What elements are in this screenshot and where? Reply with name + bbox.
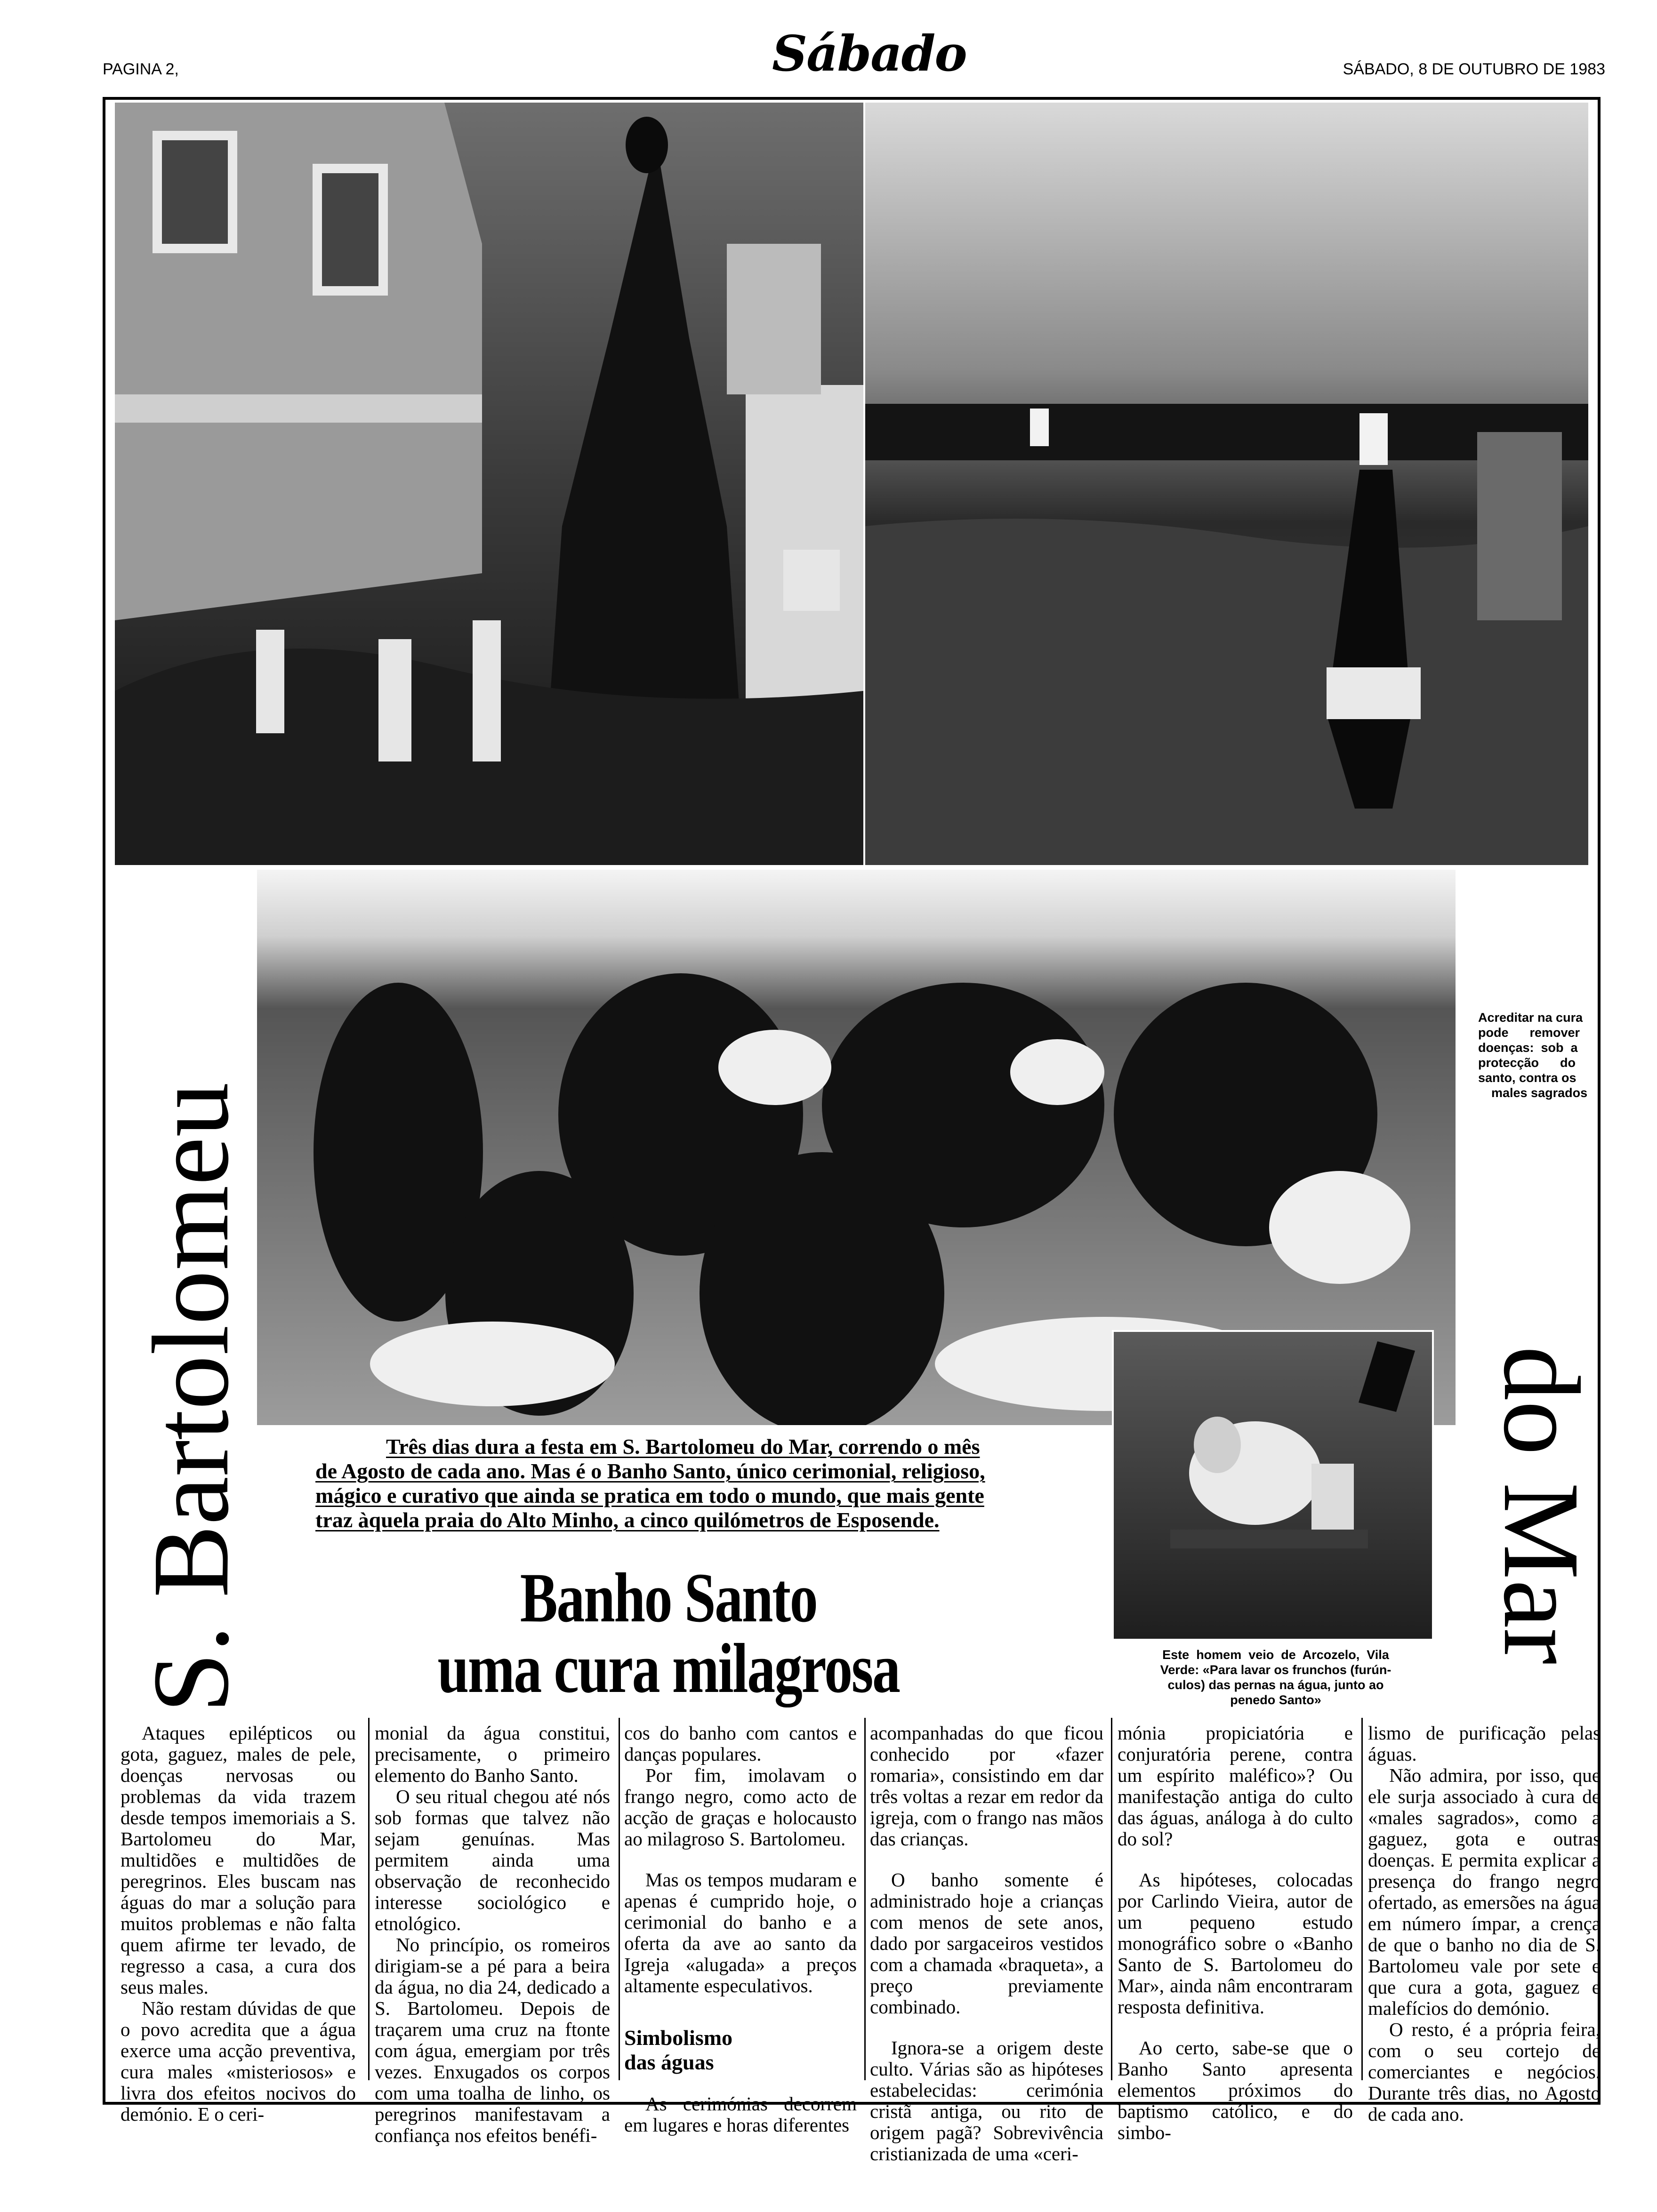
paragraph: As cerimónias decorrem em lugares e horas diferentes <box>624 2093 857 2136</box>
caption-line: penedo Santo» <box>1230 1693 1321 1707</box>
paragraph: Não restam dúvidas de que o povo acredita que a água exerce uma acção preventiva, cura males «misteriosos» e livra dos efeitos nocivos do demónio. E o ceri- <box>121 1997 356 2125</box>
lead-line-text: traz àquela praia do Alto Minho, a cinco quilómetros de Esposende. <box>315 1508 940 1532</box>
lead-line-text: Três dias dura a festa em S. Bartolomeu do Mar, correndo o mês <box>386 1435 980 1459</box>
page-label: PAGINA 2, <box>103 60 179 78</box>
paragraph: mónia propiciatória e conjuratória perene, contra um espírito maléfico»? Ou manifestação antiga do culto das águas, análoga à do culto do sol? <box>1118 1722 1353 1850</box>
lead-line <box>315 1459 1040 1483</box>
column-rule <box>864 1718 866 2080</box>
caption-line: Este homem veio de Arcozelo, Vila <box>1162 1648 1389 1662</box>
headline-line-2: uma cura milagrosa <box>437 1629 900 1707</box>
lead-paragraph <box>315 1435 1040 1532</box>
column-rule <box>619 1718 620 2080</box>
lead-line-text: de Agosto de cada ano. Mas é o Banho Santo, único cerimonial, religioso, <box>315 1459 985 1483</box>
caption-line: culos) das pernas na água, junto ao <box>1167 1678 1384 1692</box>
caption-line: pode remover <box>1478 1026 1580 1040</box>
article-column-1 <box>121 1723 356 2125</box>
caption-line: doenças: sob a <box>1478 1041 1578 1055</box>
paragraph: O resto, é a própria feira, com o seu cortejo de comerciantes e negócios. Durante três dias, no Agosto de cada ano. <box>1368 2019 1601 2125</box>
paragraph: Ao certo, sabe-se que o Banho Santo apresenta elementos próximos do baptismo católico, e do simbo- <box>1118 2037 1353 2143</box>
street-procession-image <box>115 103 863 865</box>
section-subheading: Simbolismo das águas <box>624 2026 733 2074</box>
vertical-title-right-text: do Mar <box>1481 1346 1602 1665</box>
page-date: SÁBADO, 8 DE OUTUBRO DE 1983 <box>1343 60 1605 78</box>
sea-bathers-photo <box>865 103 1588 865</box>
headline <box>292 1559 1045 1707</box>
paragraph: cos do banho com cantos e danças populares. <box>624 1722 857 1765</box>
vertical-title-left <box>130 1082 251 1713</box>
headline-line-1: Banho Santo <box>520 1559 817 1637</box>
article-column-2 <box>375 1723 610 2146</box>
paragraph: No princípio, os romeiros dirigiam-se a pé para a beira da água, no dia 24, dedicado a S. Bartolomeu. Depois de traçarem uma cruz na ftonte com água, emergiam por três vezes. Enxugados os corpos com uma toalha de linho, os peregrinos manifestavam a confiança nos efeitos benéfi- <box>375 1934 610 2146</box>
paragraph: Por fim, imolavam o frango negro, como acto de acção de graças e holocausto ao milagroso S. Bartolomeu. <box>624 1764 857 1850</box>
right-photo-caption <box>1478 1010 1596 1100</box>
man-in-water-image <box>1114 1332 1432 1639</box>
caption-line: Acreditar na cura <box>1478 1010 1583 1025</box>
paragraph: acompanhadas do que ficou conhecido por «fazer romaria», consistindo em dar três voltas a rezar em redor da igreja, com o frango nas mãos das crianças. <box>870 1722 1103 1850</box>
masthead-logo: Sábado <box>772 24 966 82</box>
caption-line: males sagrados <box>1491 1086 1588 1100</box>
paragraph: lismo de purificação pelas águas. <box>1368 1722 1601 1765</box>
paragraph: Ataques epilépticos ou gota, gaguez, males de pele, doenças nervosas ou problemas da vida trazem desde tempos imemoriais a S. Bartolomeu do Mar, multidões e multidões de peregrinos. Eles buscam nas águas do mar a solução para muitos problemas e não falta quem afirme ter levado, de regresso a casa, a cura dos seus males. <box>121 1722 356 1998</box>
street-procession-photo <box>115 103 863 865</box>
lead-line <box>315 1435 1040 1459</box>
lead-line-text: mágico e curativo que ainda se pratica em todo o mundo, que mais gente <box>315 1483 984 1507</box>
caption-line: Verde: «Para lavar os frunchos (furún- <box>1160 1663 1392 1677</box>
paragraph: O banho somente é administrado hoje a crianças com menos de sete anos, dado por sargaceiros vestidos com a chamada «braqueta», a preço previamente combinado. <box>870 1869 1103 2018</box>
lead-line <box>315 1508 1040 1532</box>
lead-line <box>315 1483 1040 1508</box>
column-rule <box>1361 1718 1363 2080</box>
article-column-5 <box>1118 1723 1353 2143</box>
vertical-title-right <box>1481 1346 1602 1665</box>
bottom-photo-caption <box>1120 1647 1431 1707</box>
caption-line: santo, contra os <box>1478 1071 1577 1085</box>
caption-line: protecção do <box>1478 1056 1576 1070</box>
paragraph: As hipóteses, colocadas por Carlindo Vieira, autor de um pequeno estudo monográfico sobre o «Banho Santo de S. Bartolomeu do Mar», ainda nâm encontraram resposta definitiva. <box>1118 1869 1353 2018</box>
paragraph: Não admira, por isso, que ele surja associado à cura de «males sagrados», como a gaguez, gota e outras doenças. E permita explicar a presença do frango negro ofertado, as emersões na água em número ímpar, a crença de que o banho no dia de S. Bartolomeu vale por sete e que cura a gota, gaguez e malefícios do demónio. <box>1368 1764 1601 2019</box>
vertical-title-left-text: S. Bartolomeu <box>130 1082 251 1713</box>
paragraph: O seu ritual chegou até nós sob formas que talvez não sejam genuínas. Mas permitem ainda uma observação de reconhecido interesse sociológico e etnológico. <box>375 1786 610 1934</box>
article-column-3 <box>624 1723 857 2136</box>
man-in-water-photo <box>1112 1330 1434 1641</box>
paragraph: Mas os tempos mudaram e apenas é cumprido hoje, o cerimonial do banho e a oferta da ave ao santo da Igreja «alugada» a preços altamente especulativos. <box>624 1869 857 1996</box>
column-rule <box>1111 1718 1112 2080</box>
column-rule <box>368 1718 370 2080</box>
article-column-4 <box>870 1723 1103 2164</box>
paragraph: Ignora-se a origem deste culto. Várias são as hipóteses estabelecidas: cerimónia cristã antiga, ou rito de origem pagã? Sobrevivência cristianizada de uma «ceri- <box>870 2037 1103 2164</box>
sea-bathers-image <box>865 103 1588 865</box>
paragraph: monial da água constitui, precisamente, o primeiro elemento do Banho Santo. <box>375 1722 610 1786</box>
article-column-6 <box>1368 1723 1601 2125</box>
